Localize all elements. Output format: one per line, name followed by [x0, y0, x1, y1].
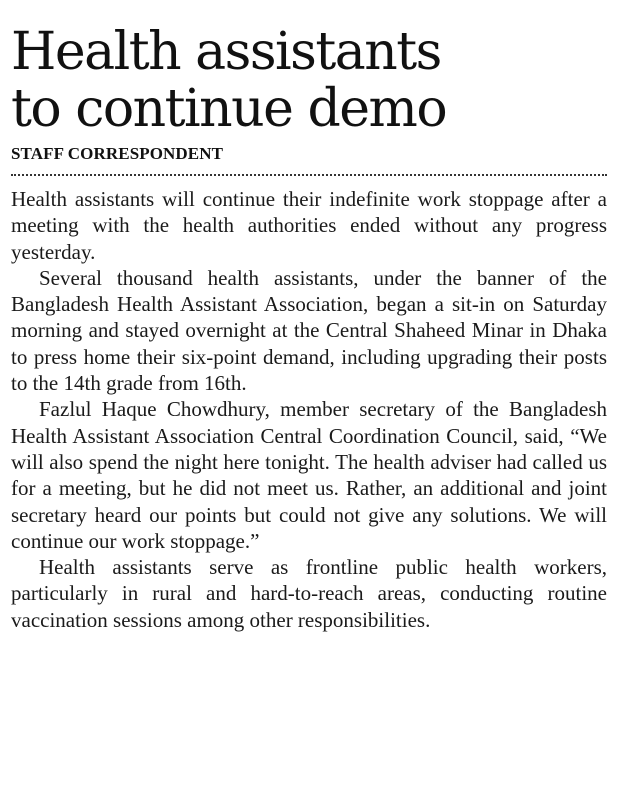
body-paragraph: Fazlul Haque Chowdhury, member secretary of the Bangladesh Health Assistant Association Central Coordination Council, said, “We will also spend the night here tonight. The health adviser had called us for a meeting, but he did not meet us. Rather, an additional and joint secretary heard our points but could not give any solutions. We will continue our work stoppage.”: [11, 397, 607, 553]
headline-line: to continue demo: [11, 79, 447, 139]
body-paragraph: Health assistants serve as frontline public health workers, particularly in rural and hard-to-reach areas, conducting routine vaccination sessions among other responsibilities.: [11, 555, 607, 632]
news-article: [11, 0, 607, 633]
dotted-divider: [11, 174, 607, 176]
byline: STAFF CORRESPONDENT: [11, 144, 224, 163]
headline: [11, 0, 607, 138]
body-paragraph: Several thousand health assistants, under the banner of the Bangladesh Health Assistant Association, began a sit-in on Saturday morning and stayed overnight at the Central Shaheed Minar in Dhaka to press home their six-point demand, including upgrading their posts to the 14th grade from 16th.: [11, 265, 607, 396]
article-body: [11, 186, 607, 633]
headline-line: Health assistants: [11, 22, 441, 82]
body-paragraph: Health assistants will continue their indefinite work stoppage after a meeting with the health authorities ended without any progress yesterday.: [11, 187, 607, 264]
